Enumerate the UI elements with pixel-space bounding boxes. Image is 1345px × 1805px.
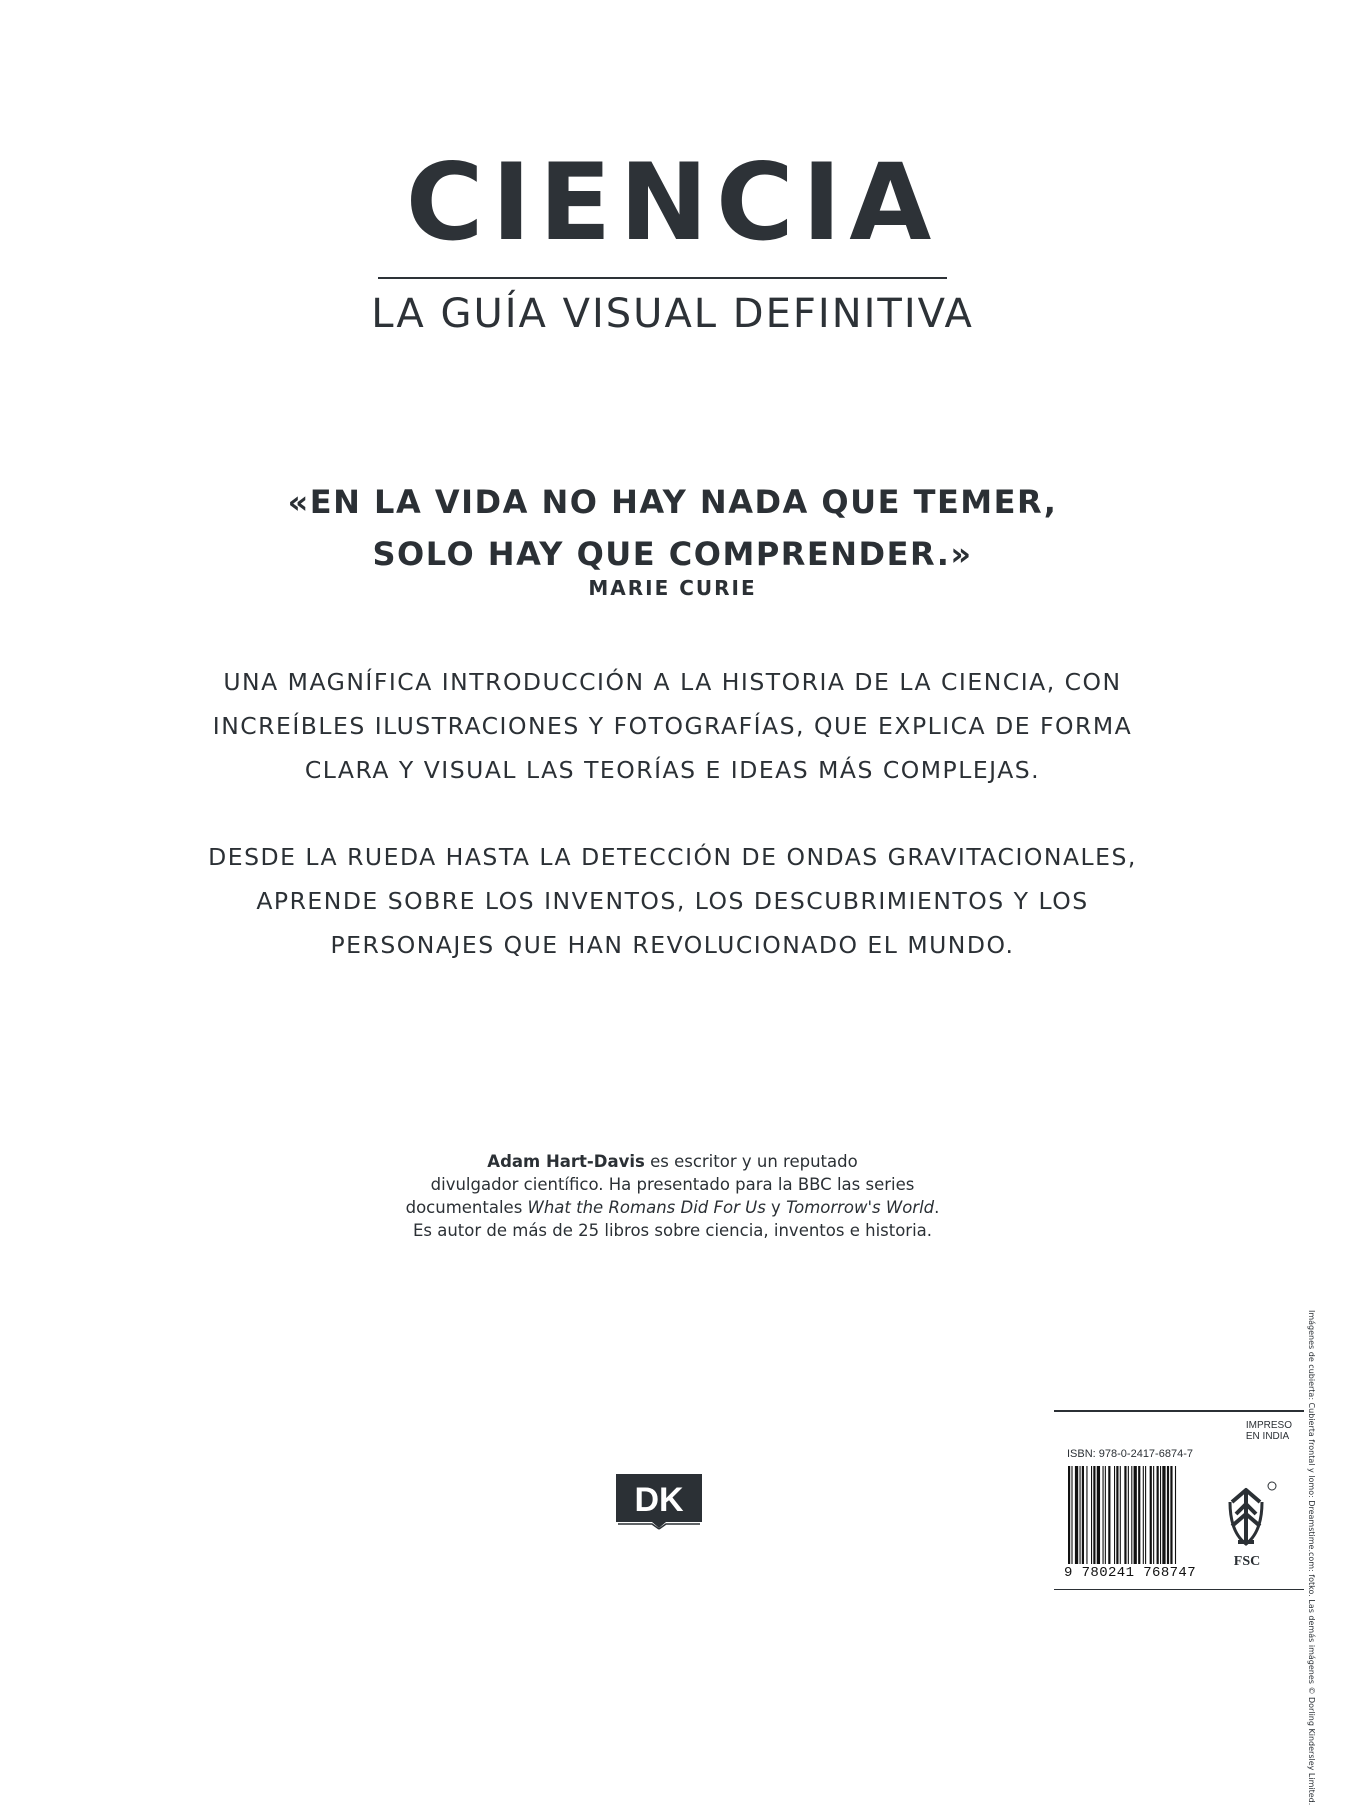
barcode-bar bbox=[1105, 1466, 1106, 1564]
book-subtitle: LA GUÍA VISUAL DEFINITIVA bbox=[371, 291, 974, 337]
fsc-label: FSC bbox=[1233, 1554, 1261, 1569]
description-line: INCREÍBLES ILUSTRACIONES Y FOTOGRAFÍAS, QUE EXPLICA DE FORMA bbox=[212, 712, 1133, 740]
isbn-label: ISBN: 978-0-2417-6874-7 bbox=[1067, 1448, 1193, 1460]
description-line: DESDE LA RUEDA HASTA LA DETECCIÓN DE ONDAS GRAVITACIONALES, bbox=[208, 843, 1137, 871]
barcode-bar bbox=[1082, 1466, 1084, 1564]
barcode-number: 9 780241 768747 bbox=[1064, 1565, 1197, 1581]
barcode-bar bbox=[1131, 1466, 1132, 1564]
barcode-bar bbox=[1075, 1466, 1078, 1564]
bio-text: divulgador científico. Ha presentado para la BBC las series bbox=[430, 1175, 915, 1194]
barcode-box bbox=[1054, 1410, 1304, 1590]
dk-logo-text: DK bbox=[634, 1481, 684, 1519]
quote-line-1: «EN LA VIDA NO HAY NADA QUE TEMER, bbox=[287, 483, 1058, 521]
description-line: PERSONAJES QUE HAN REVOLUCIONADO EL MUNDO. bbox=[330, 931, 1015, 959]
barcode-bar bbox=[1167, 1466, 1169, 1564]
description-line: APRENDE SOBRE LOS INVENTOS, LOS DESCUBRIMIENTOS Y LOS bbox=[256, 887, 1089, 915]
barcode-bar bbox=[1120, 1466, 1121, 1564]
barcode-bar bbox=[1080, 1466, 1081, 1564]
barcode-bar bbox=[1116, 1466, 1118, 1564]
description-paragraph-1 bbox=[0, 660, 1345, 792]
barcode-bar bbox=[1091, 1466, 1092, 1564]
barcode-bar bbox=[1093, 1466, 1095, 1564]
printed-in bbox=[1246, 1420, 1292, 1442]
barcode-bar bbox=[1175, 1466, 1176, 1564]
barcode-bar bbox=[1068, 1466, 1070, 1564]
description-paragraph-2 bbox=[0, 835, 1345, 967]
barcode-bar bbox=[1150, 1466, 1152, 1564]
barcode-bar bbox=[1097, 1466, 1100, 1564]
barcode-bar bbox=[1128, 1466, 1129, 1564]
printed-in-line: EN INDIA bbox=[1245, 1431, 1290, 1442]
bio-text: y bbox=[765, 1198, 787, 1217]
barcode-bar bbox=[1071, 1466, 1072, 1564]
barcode-bar bbox=[1108, 1466, 1110, 1564]
barcode-bar bbox=[1160, 1466, 1161, 1564]
image-credits: Imágenes de cubierta: Cubierta frontal y lomo: Dreamstime.com: fotko. Las demás imágenes © Dorling Kindersley Limited. bbox=[1307, 1310, 1316, 1805]
barcode-bar bbox=[1162, 1466, 1165, 1564]
bio-series-title: What the Romans Did For Us bbox=[527, 1198, 766, 1217]
printed-in-line: IMPRESO bbox=[1245, 1420, 1292, 1431]
barcode-bar bbox=[1138, 1466, 1140, 1564]
bio-text: documentales bbox=[405, 1198, 528, 1217]
barcode-bars bbox=[1068, 1466, 1210, 1564]
book-title: CIENCIA bbox=[405, 141, 940, 264]
barcode-bar bbox=[1086, 1466, 1087, 1564]
description-line: CLARA Y VISUAL LAS TEORÍAS E IDEAS MÁS COMPLEJAS. bbox=[304, 756, 1041, 784]
barcode-bar bbox=[1114, 1466, 1115, 1564]
bio-text: Es autor de más de 25 libros sobre ciencia, inventos e historia. bbox=[412, 1221, 933, 1240]
barcode-bottom-rule bbox=[1054, 1589, 1304, 1591]
barcode-bar bbox=[1134, 1466, 1137, 1564]
barcode-bar bbox=[1124, 1466, 1126, 1564]
title-divider bbox=[378, 277, 947, 279]
bio-author-name: Adam Hart-Davis bbox=[487, 1152, 645, 1171]
bio-text: es escritor y un reputado bbox=[644, 1152, 858, 1171]
barcode-top-rule bbox=[1054, 1410, 1304, 1412]
barcode-bar bbox=[1103, 1466, 1104, 1564]
bio-series-title: Tomorrow's World bbox=[786, 1198, 935, 1217]
quote-line-2: SOLO HAY QUE COMPRENDER.» bbox=[372, 535, 973, 573]
barcode-bar bbox=[1143, 1466, 1144, 1564]
barcode-bar bbox=[1170, 1466, 1172, 1564]
description-line: UNA MAGNÍFICA INTRODUCCIÓN A LA HISTORIA DE LA CIENCIA, CON bbox=[223, 668, 1122, 696]
dk-logo bbox=[614, 1472, 704, 1530]
quote bbox=[0, 476, 1345, 580]
barcode-bar bbox=[1157, 1466, 1159, 1564]
barcode-bar bbox=[1153, 1466, 1154, 1564]
barcode-bar bbox=[1145, 1466, 1146, 1564]
author-bio bbox=[0, 1150, 1345, 1242]
bio-text: . bbox=[934, 1198, 940, 1217]
quote-author: MARIE CURIE bbox=[588, 576, 757, 600]
